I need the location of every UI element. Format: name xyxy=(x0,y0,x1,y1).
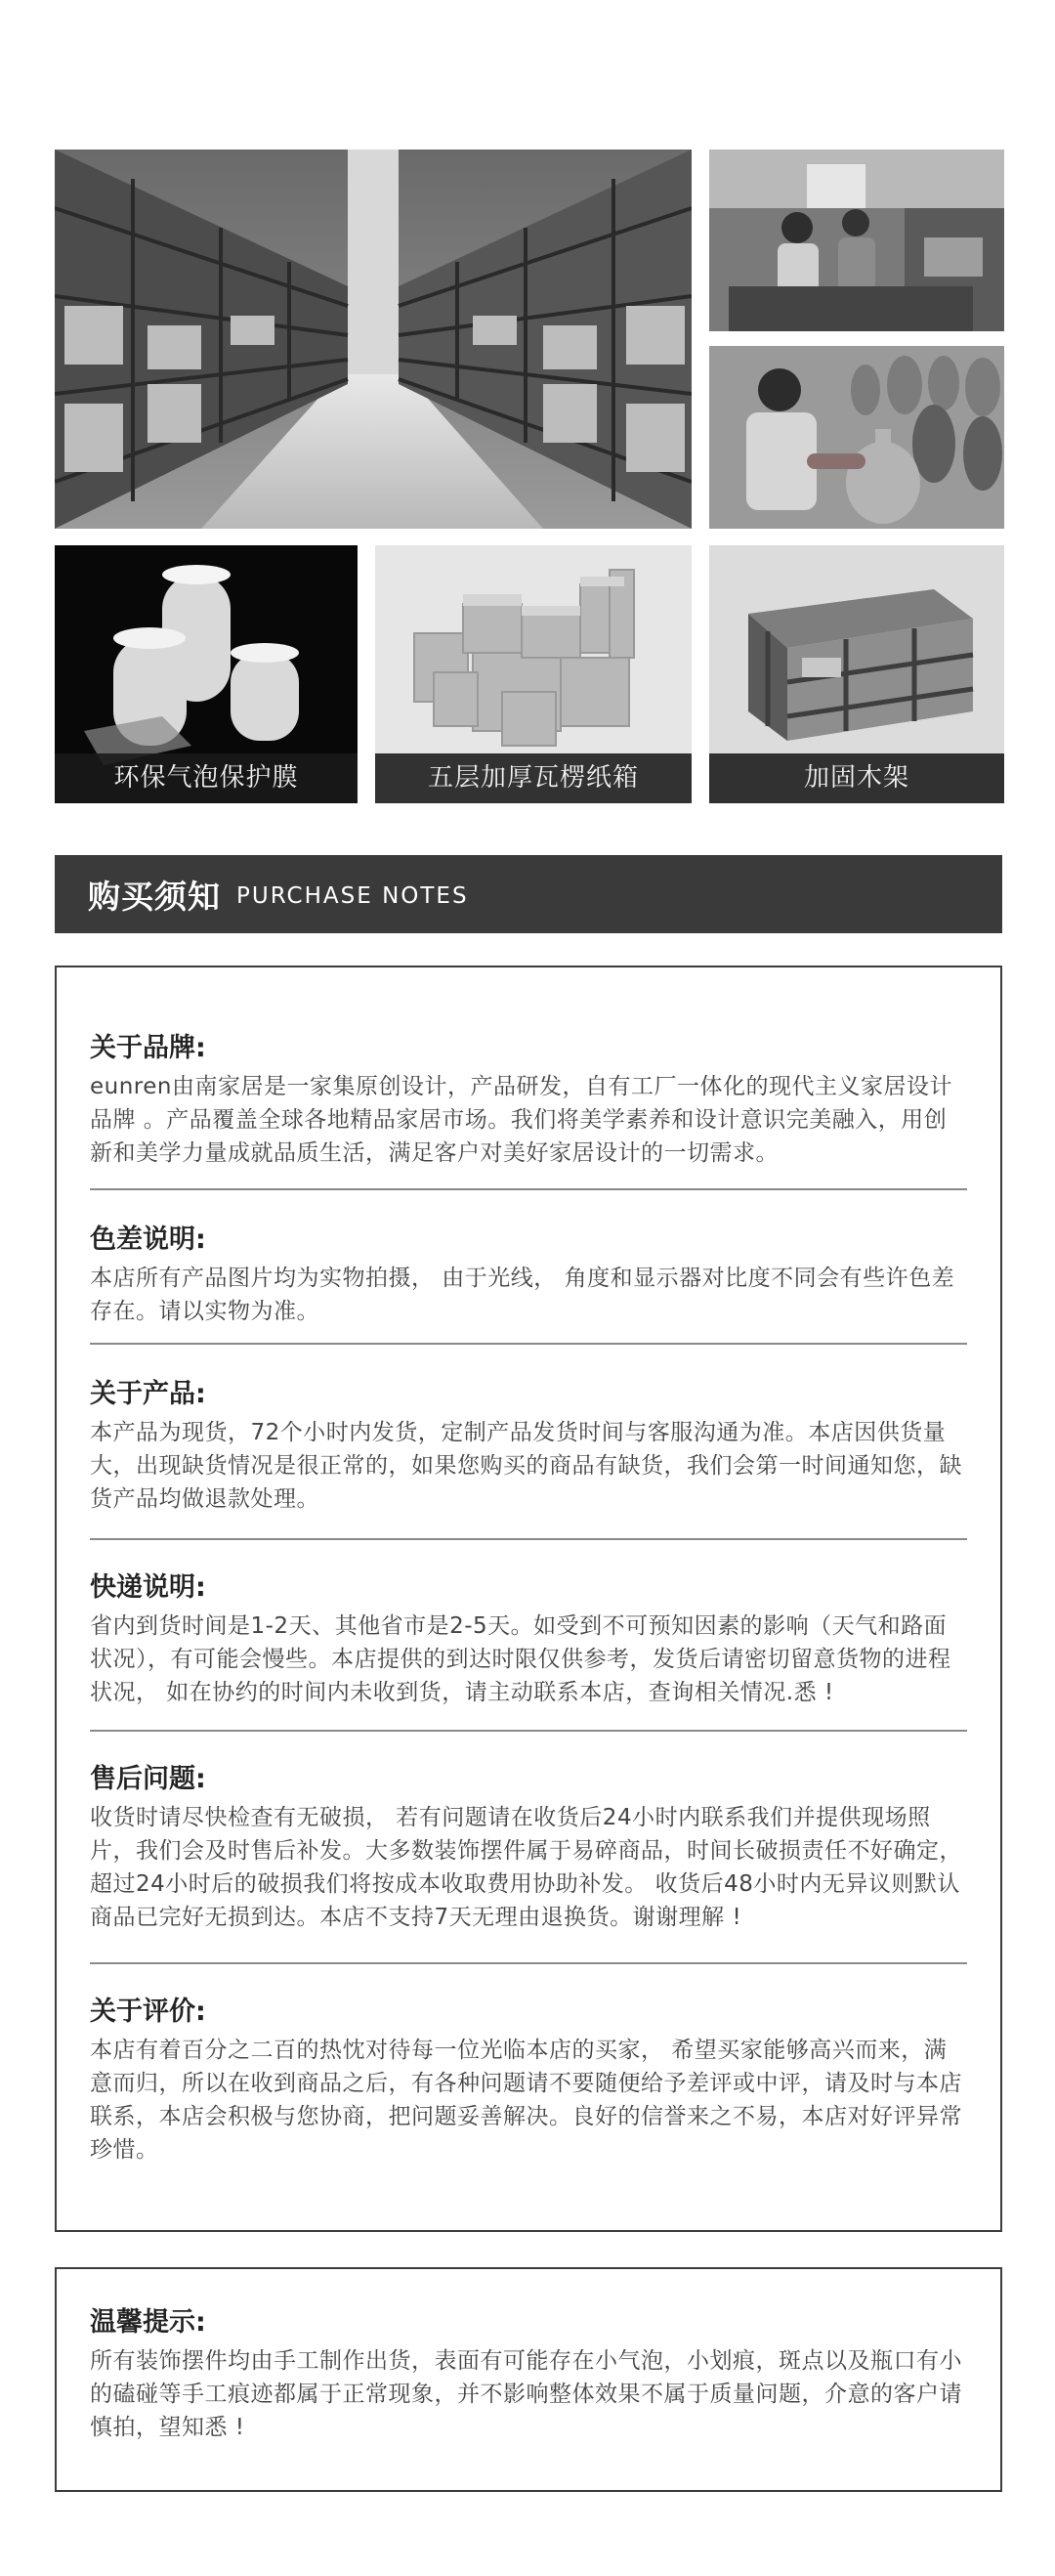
carton-caption: 五层加厚瓦楞纸箱 xyxy=(375,753,692,803)
section-title: 关于产品: xyxy=(90,1379,206,1409)
divider xyxy=(90,1962,967,1964)
wooden-crate-caption: 加固木架 xyxy=(709,753,1004,803)
section-after-sales xyxy=(90,1757,967,1934)
section-title: 色差说明: xyxy=(90,1224,206,1255)
section-title: 售后问题: xyxy=(90,1764,206,1794)
wooden-crate-photo xyxy=(709,545,1004,803)
bubble-wrap-caption: 环保气泡保护膜 xyxy=(55,753,358,803)
section-body: 省内到货时间是1-2天、其他省市是2-5天。如受到不可预知因素的影响（天气和路面状况），有可能会慢些。本店提供的到达时限仅供参考，发货后请密切留意货物的进程状况， 如在协约的时间内未收到货，请主动联系本店，查询相关情况.悉 ! xyxy=(90,1613,951,1705)
section-title: 关于评价: xyxy=(90,1996,206,2027)
tip-title: 温馨提示: xyxy=(90,2307,206,2338)
section-brand xyxy=(90,1026,967,1170)
section-body: 收货时请尽快检查有无破损， 若有问题请在收货后24小时内联系我们并提供现场照片，我们会及时售后补发。大多数装饰摆件属于易碎商品，时间长破损责任不好确定， 超过24小时后的破损我们将按成本收取费用协助补发。 收货后48小时内无异议则默认商品已完好无损到达。本店不支持7天无理由退换货。谢谢理解 ! xyxy=(90,1805,962,1930)
divider xyxy=(90,1343,967,1345)
section-delivery xyxy=(90,1566,967,1709)
section-body: 本店所有产品图片均为实物拍摄， 由于光线， 角度和显示器对比度不同会有些许色差存在。请以实物为准。 xyxy=(90,1266,955,1324)
divider xyxy=(90,1730,967,1732)
craftsman-photo xyxy=(709,346,1004,529)
notes-box xyxy=(55,966,1002,2232)
tip-body: 所有装饰摆件均由手工制作出货，表面有可能存在小气泡，小划痕，斑点以及瓶口有小的磕碰等手工痕迹都属于正常现象，并不影响整体效果不属于质量问题，介意的客户请慎拍，望知悉 ! xyxy=(90,2348,962,2440)
warehouse-photo xyxy=(55,150,692,529)
section-body: eunren由南家居是一家集原创设计，产品研发，自有工厂一体化的现代主义家居设计品牌 。产品覆盖全球各地精品家居市场。我们将美学素养和设计意识完美融入，用创新和美学力量成就品质生活，满足客户对美好家居设计的一切需求。 xyxy=(90,1074,952,1166)
purchase-notes-title-cn: 购买须知 xyxy=(88,877,221,916)
purchase-notes-header xyxy=(55,855,1002,933)
section-body: 本产品为现货，72个小时内发货，定制产品发货时间与客服沟通为准。本店因供货量大，出现缺货情况是很正常的，如果您购买的商品有缺货，我们会第一时间通知您，缺货产品均做退款处理。 xyxy=(90,1420,962,1512)
bubble-wrap-photo xyxy=(55,545,358,803)
section-title: 关于品牌: xyxy=(90,1033,206,1063)
section-body: 本店有着百分之二百的热忱对待每一位光临本店的买家， 希望买家能够高兴而来，满意而归，所以在收到商品之后，有各种问题请不要随便给予差评或中评，请及时与本店联系，本店会积极与您协商，把问题妥善解决。良好的信誉来之不易，本店对好评异常珍惜。 xyxy=(90,2038,962,2163)
divider xyxy=(90,1188,967,1190)
carton-photo xyxy=(375,545,692,803)
section-title: 快递说明: xyxy=(90,1572,206,1603)
workshop-photo xyxy=(709,150,1004,331)
divider xyxy=(90,1538,967,1540)
section-reviews xyxy=(90,1990,967,2167)
tip-box xyxy=(55,2267,1002,2492)
section-color-difference xyxy=(90,1218,967,1328)
section-tip xyxy=(90,2300,967,2444)
section-product xyxy=(90,1372,967,1516)
purchase-notes-title-en: PURCHASE NOTES xyxy=(236,883,469,909)
